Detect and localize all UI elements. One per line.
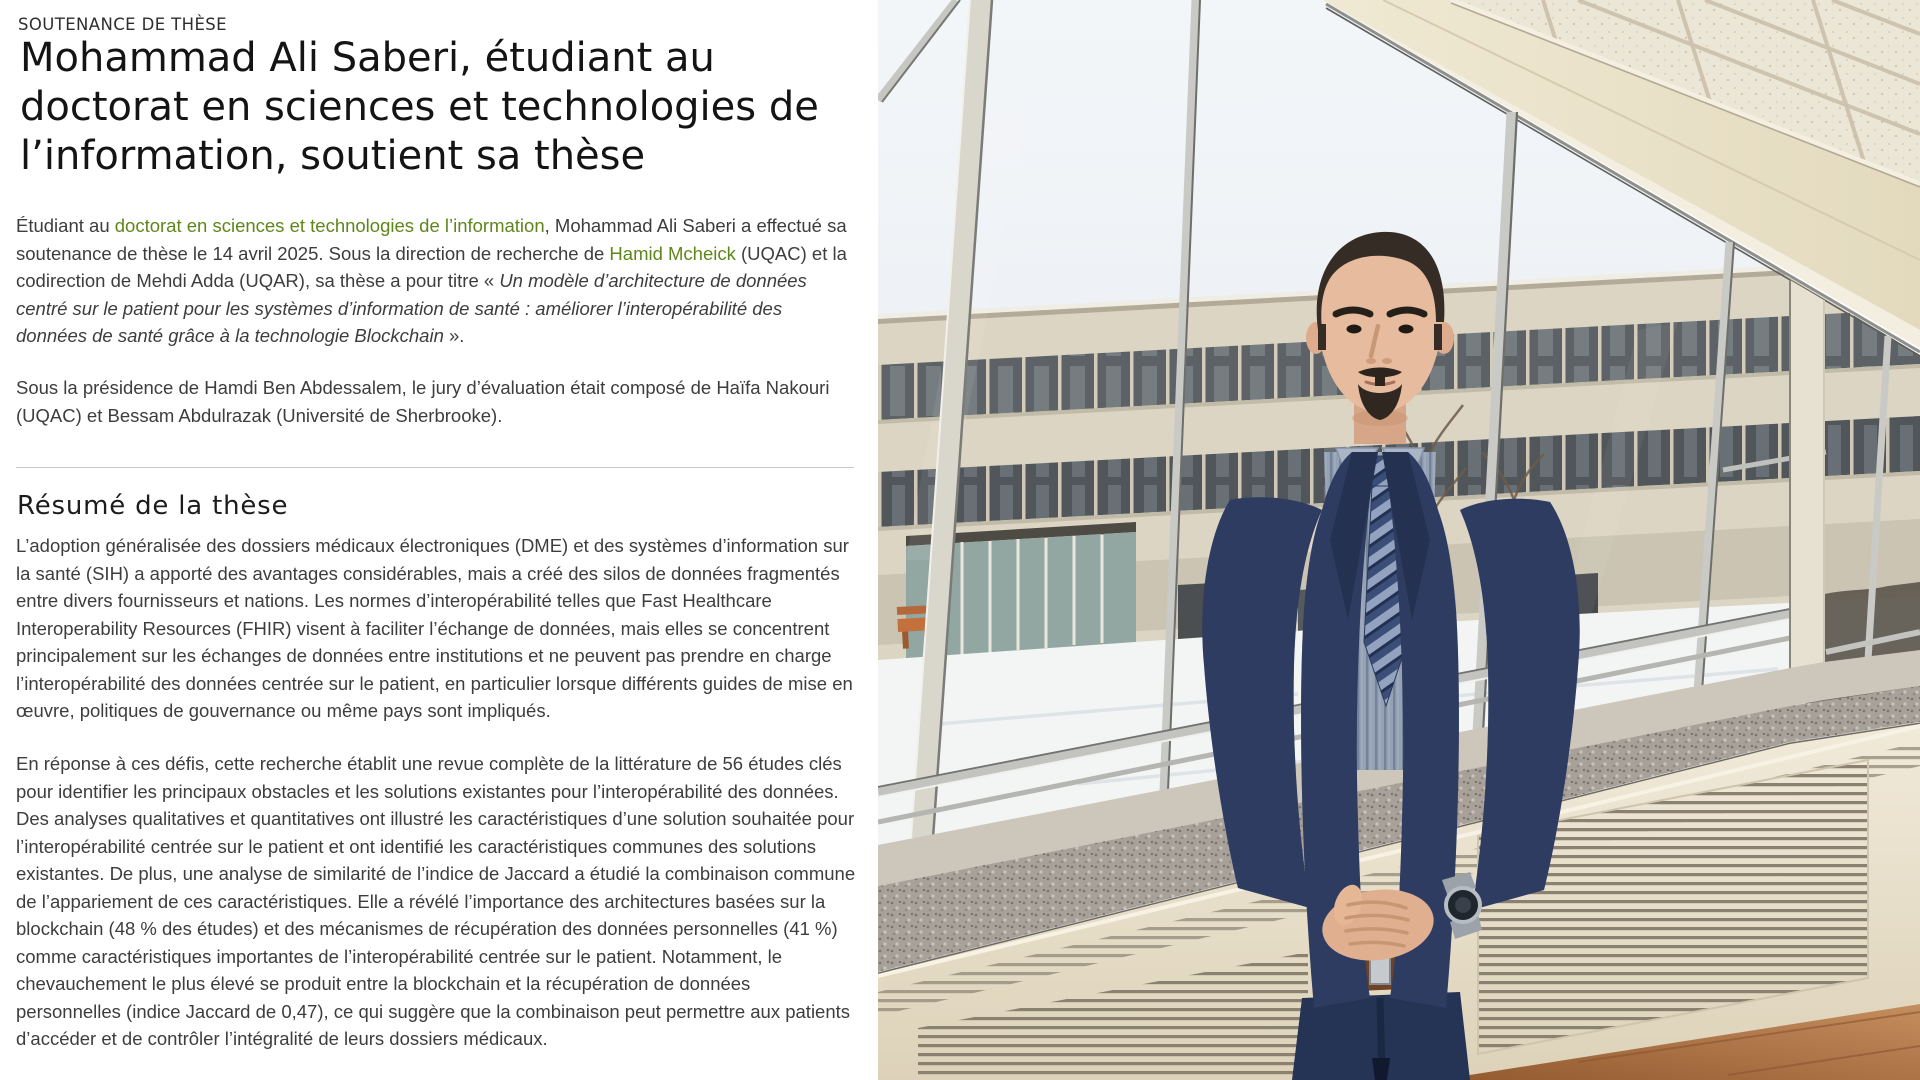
intro-mid2: (UQAC) et la codirection de Mehdi Adda (UQAR), sa thèse a pour titre «	[16, 242, 847, 291]
director-link[interactable]: Hamid Mcheick	[609, 242, 736, 264]
intro-closing: ».	[443, 325, 465, 346]
resume-paragraph-2: En réponse à ces défis, cette recherche établit une revue complète de la littérature de 56 études clés pour identifier les principaux obstacles et les solutions existantes pour l’interopérabilité des données. Des analyses qualitatives et quantitatives ont illustré les caractéristiques d’une solution souhaitée pour l’interopérabilité centrée sur le patient et ont identifié les caractéristiques communes des solutions existantes. De plus, une analyse de similarité de l’indice de Jaccard a étudié la combinaison commune de l’appariement de ces caractéristiques. Elle a révélé l’importance des architectures basées sur la blockchain (48 % des études) et des mécanismes de récupération des données personnelles (41 %) comme caractéristiques importantes de l’interopérabilité centrée sur le patient. Notamment, le chevauchement le plus élevé se produit entre la blockchain et la récupération de données personnelles (indice Jaccard de 0,47), ce qui suggère que la combinaison peut permettre aux patients d’accéder et de contrôler l’intégralité de leurs dossiers médicaux.	[16, 753, 856, 1049]
intro-lead: Étudiant au	[16, 215, 115, 236]
article-title: Mohammad Ali Saberi, étudiant au doctorat en sciences et technologies de l’information, soutient sa thèse	[20, 35, 819, 179]
thesis-title-italic: Un modèle d’architecture de données centré sur le patient pour les systèmes d’information de santé : améliorer l’interopérabilité des données de santé grâce à la technologie Blockchain	[16, 270, 807, 346]
portrait-photo	[878, 0, 1920, 1080]
resume-heading: Résumé de la thèse	[17, 491, 289, 521]
section-divider	[16, 467, 854, 468]
resume-paragraph-1: L’adoption généralisée des dossiers médicaux électroniques (DME) et des systèmes d’information sur la santé (SIH) a apporté des avantages considérables, mais a créé des silos de données fragmentés entre divers fournisseurs et nations. Les normes d’interopérabilité telles que Fast Healthcare Interoperability Resources (FHIR) visent à faciliter l’échange de données, mais elles se concentrent principalement sur les échanges de données entre institutions et ne peuvent pas prendre en charge l’interopérabilité des données centrée sur le patient, en particulier lorsque différents guides de mise en œuvre, politiques de gouvernance ou même pays sont impliqués.	[16, 535, 853, 721]
intro-mid1: , Mohammad Ali Saberi a effectué sa soutenance de thèse le 14 avril 2025. Sous la direction de recherche de	[16, 215, 847, 264]
program-link[interactable]: doctorat en sciences et technologies de l’information	[114, 215, 545, 236]
article-column	[0, 0, 878, 1080]
jury-paragraph: Sous la présidence de Hamdi Ben Abdessalem, le jury d’évaluation était composé de Haïfa Nakouri (UQAC) et Bessam Abdulrazak (Université de Sherbrooke).	[16, 377, 830, 426]
intro-paragraph	[16, 212, 856, 350]
category-eyebrow: SOUTENANCE DE THÈSE	[18, 15, 227, 34]
